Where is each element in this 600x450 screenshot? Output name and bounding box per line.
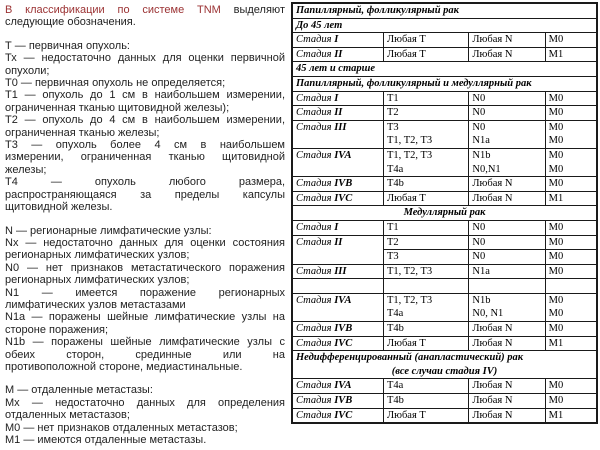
stage-number: IVB bbox=[334, 323, 353, 335]
stage-number: IVB bbox=[334, 395, 353, 407]
stage-word: Стадия bbox=[296, 48, 335, 60]
table-row bbox=[292, 394, 597, 409]
definition-text-line: лимфатических узлов метастазами bbox=[5, 298, 186, 311]
n-cell: Любая N bbox=[469, 33, 545, 48]
definition-text-line: Мх — недостаточно данных для определения bbox=[5, 396, 285, 409]
table-row bbox=[292, 148, 597, 176]
definition-text-line: М1 — имеются отдаленные метастазы. bbox=[5, 434, 207, 446]
m-cell: M1 bbox=[545, 408, 597, 423]
t-cell: Любая T bbox=[384, 408, 469, 423]
table-row bbox=[292, 279, 597, 294]
stage-cell bbox=[292, 379, 384, 394]
m-cell: M0 bbox=[545, 394, 597, 409]
stage-word: Стадия bbox=[296, 192, 335, 204]
stage-word: Стадия bbox=[296, 221, 335, 233]
definition-text-line: распространяющаяся за пределы капсулы bbox=[5, 188, 285, 201]
n-cell: Любая N bbox=[469, 322, 545, 337]
stage-number: IVA bbox=[334, 294, 352, 306]
m-cell: M0 bbox=[545, 91, 597, 106]
n-cell: N0 bbox=[469, 91, 545, 106]
stage-number: I bbox=[334, 221, 339, 233]
section-cell: Папиллярный, фолликулярный и медуллярный рак bbox=[292, 76, 597, 91]
definition-text-line: N1 — имеется поражение регионарных bbox=[5, 286, 285, 299]
table-row bbox=[292, 293, 597, 321]
m-cell: M0 bbox=[545, 177, 597, 192]
m-cell: M1 bbox=[545, 336, 597, 351]
definition-text-line: Т0 — первичная опухоль не определяется; bbox=[5, 77, 226, 90]
stage-number: III bbox=[334, 121, 347, 133]
m-cell: M0 bbox=[545, 33, 597, 48]
section-cell: Папиллярный, фолликулярный рак bbox=[292, 3, 597, 18]
n-cell: N0 bbox=[469, 106, 545, 121]
n-cell: Любая N bbox=[469, 408, 545, 423]
n-cell: N1b N0, N1 bbox=[469, 293, 545, 321]
t-cell: Любая T bbox=[384, 191, 469, 206]
stage-word: Стадия bbox=[296, 294, 335, 306]
n-cell: Любая N bbox=[469, 394, 545, 409]
section-row bbox=[292, 206, 597, 221]
table-row bbox=[292, 379, 597, 394]
stage-word: Стадия bbox=[296, 236, 335, 248]
section-row bbox=[292, 62, 597, 77]
definition-text-line: регионарных лимфатических узлов; bbox=[5, 249, 190, 262]
section-cell: До 45 лет bbox=[292, 18, 597, 33]
stage-cell bbox=[292, 120, 384, 148]
table-row bbox=[292, 408, 597, 423]
table-row bbox=[292, 235, 597, 250]
t-cell: T3 T1, T2, T3 bbox=[384, 120, 469, 148]
stage-cell bbox=[292, 106, 384, 121]
stage-cell bbox=[292, 47, 384, 62]
stage-cell bbox=[292, 177, 384, 192]
table-row bbox=[292, 177, 597, 192]
stage-number: IVB bbox=[334, 178, 353, 190]
m-cell: M0 M0 bbox=[545, 148, 597, 176]
paragraph-gap bbox=[5, 29, 285, 40]
n-cell: Любая N bbox=[469, 379, 545, 394]
paragraph-gap bbox=[5, 214, 285, 225]
t-cell: Любая T bbox=[384, 47, 469, 62]
t-cell: T4a bbox=[384, 379, 469, 394]
n-cell: N0 bbox=[469, 235, 545, 250]
table-row bbox=[292, 106, 597, 121]
m-cell: M0 M0 bbox=[545, 293, 597, 321]
n-cell: Любая N bbox=[469, 47, 545, 62]
m-cell: M1 bbox=[545, 191, 597, 206]
t-cell: T1, T2, T3 bbox=[384, 264, 469, 279]
table-row bbox=[292, 191, 597, 206]
stage-number: II bbox=[334, 236, 343, 248]
definition-text-line: ограниченная тканью железы; bbox=[5, 126, 160, 139]
t-cell: T2 bbox=[384, 235, 469, 250]
definition-text-line: Nx — недостаточно данных для оценки состояния bbox=[5, 236, 285, 249]
definition-text-line: N1b — поражены шейные лимфатические узлы с bbox=[5, 336, 285, 349]
stage-word: Стадия bbox=[296, 178, 335, 190]
intro-red-text: В классификации по системе TNM bbox=[5, 4, 221, 16]
section-row bbox=[292, 3, 597, 18]
n-cell: Любая N bbox=[469, 191, 545, 206]
t-cell: T4b bbox=[384, 394, 469, 409]
stage-number: IVA bbox=[334, 380, 352, 392]
stage-word: Стадия bbox=[296, 107, 335, 119]
stage-cell bbox=[292, 336, 384, 351]
t-cell: T4b bbox=[384, 177, 469, 192]
n-cell: N0 bbox=[469, 220, 545, 235]
m-cell bbox=[545, 279, 597, 294]
t-cell: T3 bbox=[384, 250, 469, 265]
table-row bbox=[292, 33, 597, 48]
stage-cell bbox=[292, 394, 384, 409]
definition-text-line: железы; bbox=[5, 163, 47, 176]
t-cell: T4b bbox=[384, 322, 469, 337]
paragraph-gap bbox=[5, 373, 285, 384]
stage-word: Стадия bbox=[296, 380, 335, 392]
section-row bbox=[292, 76, 597, 91]
n-cell: Любая N bbox=[469, 336, 545, 351]
t-cell bbox=[384, 279, 469, 294]
intro-line-1 bbox=[5, 4, 285, 16]
definition-text-line: N0 — нет признаков метастатического поражения bbox=[5, 261, 285, 274]
n-cell: N0 N1a bbox=[469, 120, 545, 148]
stage-cell bbox=[292, 408, 384, 423]
stage-word: Стадия bbox=[296, 149, 335, 161]
definition-text-line: щитовидной железы. bbox=[5, 201, 113, 214]
section-line: (все случаи стадия IV) bbox=[391, 365, 498, 377]
t-cell: Любая T bbox=[384, 336, 469, 351]
stage-word: Стадия bbox=[296, 265, 335, 277]
stage-cell bbox=[292, 148, 384, 176]
definition-text-line: N — регионарные лимфатические узлы: bbox=[5, 224, 212, 237]
stage-number: IVC bbox=[334, 337, 353, 349]
section-cell bbox=[292, 351, 597, 379]
stage-cell bbox=[292, 264, 384, 279]
tnm-staging-table bbox=[291, 2, 598, 424]
tnm-definitions-column bbox=[0, 0, 289, 450]
stage-word: Стадия bbox=[296, 409, 335, 421]
stage-cell bbox=[292, 293, 384, 321]
n-cell: N0 bbox=[469, 250, 545, 265]
intro-line-2: следующие обозначения. bbox=[5, 16, 136, 29]
definitions-blocks bbox=[5, 29, 285, 447]
table-row bbox=[292, 220, 597, 235]
definition-text-line: отдаленных метастазов; bbox=[5, 409, 130, 422]
stage-number: II bbox=[334, 107, 343, 119]
definition-text-line: Т3 — опухоль более 4 см в наибольшем bbox=[5, 139, 285, 152]
m-cell: M1 bbox=[545, 47, 597, 62]
stage-number: IVA bbox=[334, 149, 352, 161]
stage-word: Стадия bbox=[296, 34, 335, 46]
stage-cell bbox=[292, 91, 384, 106]
t-cell: T1 bbox=[384, 91, 469, 106]
n-cell: N1a bbox=[469, 264, 545, 279]
stage-number: IVC bbox=[334, 409, 353, 421]
table-row bbox=[292, 264, 597, 279]
staging-table-pane bbox=[289, 0, 600, 450]
definition-text-line: Тх — недостаточно данных для оценки первичной bbox=[5, 52, 285, 65]
t-cell: Любая T bbox=[384, 33, 469, 48]
definition-text-line: ограниченная тканью щитовидной железы); bbox=[5, 101, 230, 114]
t-cell: T2 bbox=[384, 106, 469, 121]
m-cell: M0 bbox=[545, 220, 597, 235]
stage-word: Стадия bbox=[296, 323, 335, 335]
n-cell: Любая N bbox=[469, 177, 545, 192]
section-row bbox=[292, 351, 597, 379]
stage-cell bbox=[292, 279, 384, 294]
stage-number: I bbox=[334, 92, 339, 104]
t-cell: T1, T2, T3 T4a bbox=[384, 148, 469, 176]
m-cell: M0 bbox=[545, 106, 597, 121]
stage-number: I bbox=[334, 34, 339, 46]
definition-text-line: Т4 — опухоль любого размера, bbox=[5, 176, 285, 189]
intro-rest-text: выделяют bbox=[220, 4, 285, 16]
table-row bbox=[292, 47, 597, 62]
section-cell: 45 лет и старше bbox=[292, 62, 597, 77]
definition-text-line: Т1 — опухоль до 1 см в наибольшем измерении, bbox=[5, 89, 285, 102]
n-cell bbox=[469, 279, 545, 294]
stage-cell bbox=[292, 191, 384, 206]
stage-number: III bbox=[334, 265, 347, 277]
stage-word: Стадия bbox=[296, 395, 335, 407]
definition-text-line: М0 — нет признаков отдаленных метастазов; bbox=[5, 421, 238, 434]
t-cell: T1, T2, T3 T4a bbox=[384, 293, 469, 321]
m-cell: M0 bbox=[545, 264, 597, 279]
definition-text-line: опухоли; bbox=[5, 64, 50, 77]
definition-text-line: Т — первичная опухоль: bbox=[5, 39, 130, 52]
definition-text-line: регионарных лимфатических узлов; bbox=[5, 274, 190, 287]
stage-number: II bbox=[334, 48, 343, 60]
t-cell: T1 bbox=[384, 220, 469, 235]
definition-text-line: измерении, ограниченная тканью щитовидной bbox=[5, 151, 285, 164]
definition-text-line: противоположной стороне, медиастинальные. bbox=[5, 360, 243, 373]
staging-table-body bbox=[292, 3, 597, 423]
definition-text-line: Т2 — опухоль до 4 см в наибольшем измерении, bbox=[5, 114, 285, 127]
section-cell: Медуллярный рак bbox=[292, 206, 597, 221]
stage-word: Стадия bbox=[296, 92, 335, 104]
table-row bbox=[292, 120, 597, 148]
m-cell: M0 bbox=[545, 235, 597, 250]
table-row bbox=[292, 91, 597, 106]
table-row bbox=[292, 336, 597, 351]
definition-text-line: М — отдаленные метастазы: bbox=[5, 384, 153, 397]
section-line: Недифференцированный (анапластический) рак bbox=[296, 352, 524, 364]
n-cell: N1b N0,N1 bbox=[469, 148, 545, 176]
stage-word: Стадия bbox=[296, 337, 335, 349]
definition-text-line: стороне поражения; bbox=[5, 323, 109, 336]
m-cell: M0 M0 bbox=[545, 120, 597, 148]
definition-text-line: N1a — поражены шейные лимфатические узлы на bbox=[5, 311, 285, 324]
stage-cell bbox=[292, 220, 384, 235]
m-cell: M0 bbox=[545, 379, 597, 394]
stage-number: IVC bbox=[334, 192, 353, 204]
stage-cell bbox=[292, 235, 384, 264]
table-row bbox=[292, 322, 597, 337]
m-cell: M0 bbox=[545, 322, 597, 337]
section-row bbox=[292, 18, 597, 33]
stage-cell bbox=[292, 33, 384, 48]
m-cell: M0 bbox=[545, 250, 597, 265]
stage-word: Стадия bbox=[296, 121, 335, 133]
stage-cell bbox=[292, 322, 384, 337]
definition-text-line: обеих сторон, срединные или на bbox=[5, 348, 285, 361]
